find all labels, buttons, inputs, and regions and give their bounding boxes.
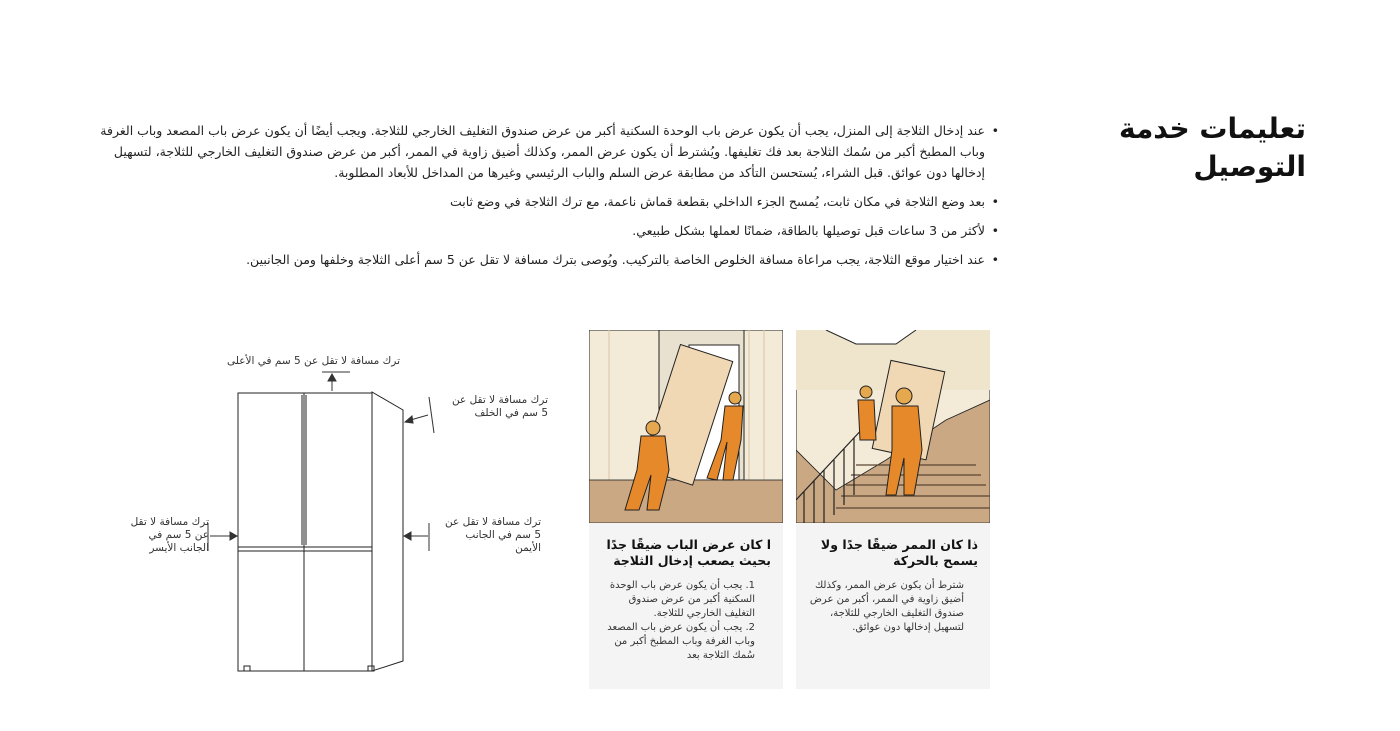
door-card-step: 1. يجب أن يكون عرض باب الوحدة السكنية أكبر من عرض صندوق التغليف الخارجي للثلاجة. xyxy=(609,580,755,619)
back-clearance-label: ترك مسافة لا تقل عن 5 سم في الخلف xyxy=(452,394,548,419)
instruction-item: • لأكثر من 3 ساعات قبل توصيلها بالطاقة، ضمانًا لعملها بشكل طبيعي. xyxy=(100,220,985,241)
top-clearance-label: ترك مسافة لا تقل عن 5 سم في الأعلى xyxy=(227,355,400,367)
door-card-step: 2. يجب أن يكون عرض باب المصعد وباب الغرفة وباب المطبخ أكبر من سُمك الثلاجة بعد xyxy=(607,622,755,661)
doorway-delivery-illustration xyxy=(589,330,783,523)
corridor-card-text: شترط أن يكون عرض الممر، وكذلك أضيق زاوية في الممر، أكبر من عرض صندوق التغليف الخارجي للثلاجة، لتسهيل إدخالها دون عوائق. xyxy=(809,580,964,633)
door-card-steps xyxy=(601,579,755,663)
door-card xyxy=(589,330,783,689)
instruction-item: • بعد وضع الثلاجة في مكان ثابت، يُمسح الجزء الداخلي بقطعة قماش ناعمة، مع ترك الثلاجة في وضع ثابت xyxy=(100,191,985,212)
door-card-title: ا كان عرض الباب ضيقًا جدًا بحيث يصعب إدخال الثلاجة xyxy=(606,537,771,568)
instructions-list xyxy=(100,120,999,278)
right-clearance-label: ترك مسافة لا تقل عن 5 سم في الجانب الأيمن xyxy=(445,516,541,554)
corridor-card xyxy=(796,330,990,689)
instruction-item: • عند إدخال الثلاجة إلى المنزل، يجب أن يكون عرض باب الوحدة السكنية أكبر من عرض صندوق التغليف الخارجي للثلاجة. ويجب أيضًا أن يكون عرض باب المصعد وباب الغرفة وباب المطبخ أكبر من سُمك الثلاجة بعد فك تغليفها. ويُشترط أن يكون عرض الممر، وكذلك أضيق زاوية في الممر، أكبر من عرض صندوق التغليف الخارجي للثلاجة، لتسهيل إدخالها دون عوائق. قبل الشراء، يُستحسن التأكد من مطابقة عرض السلم والباب الرئيسي وغيرها من المداخل للأبعاد المطلوبة. xyxy=(100,120,985,183)
page-title: تعليمات خدمة التوصيل xyxy=(1118,112,1306,183)
left-clearance-label: ترك مسافة لا تقل عن 5 سم في الجانب الأيسر xyxy=(130,516,209,554)
corridor-card-title: ذا كان الممر ضيقًا جدًا ولا يسمح بالحركة xyxy=(820,537,978,568)
stairs-delivery-illustration xyxy=(796,330,990,523)
fridge-clearance-diagram xyxy=(200,365,440,675)
instruction-item: • عند اختيار موقع الثلاجة، يجب مراعاة مسافة الخلوص الخاصة بالتركيب. ويُوصى بترك مسافة لا تقل عن 5 سم أعلى الثلاجة وخلفها ومن الجانبين. xyxy=(100,249,985,270)
